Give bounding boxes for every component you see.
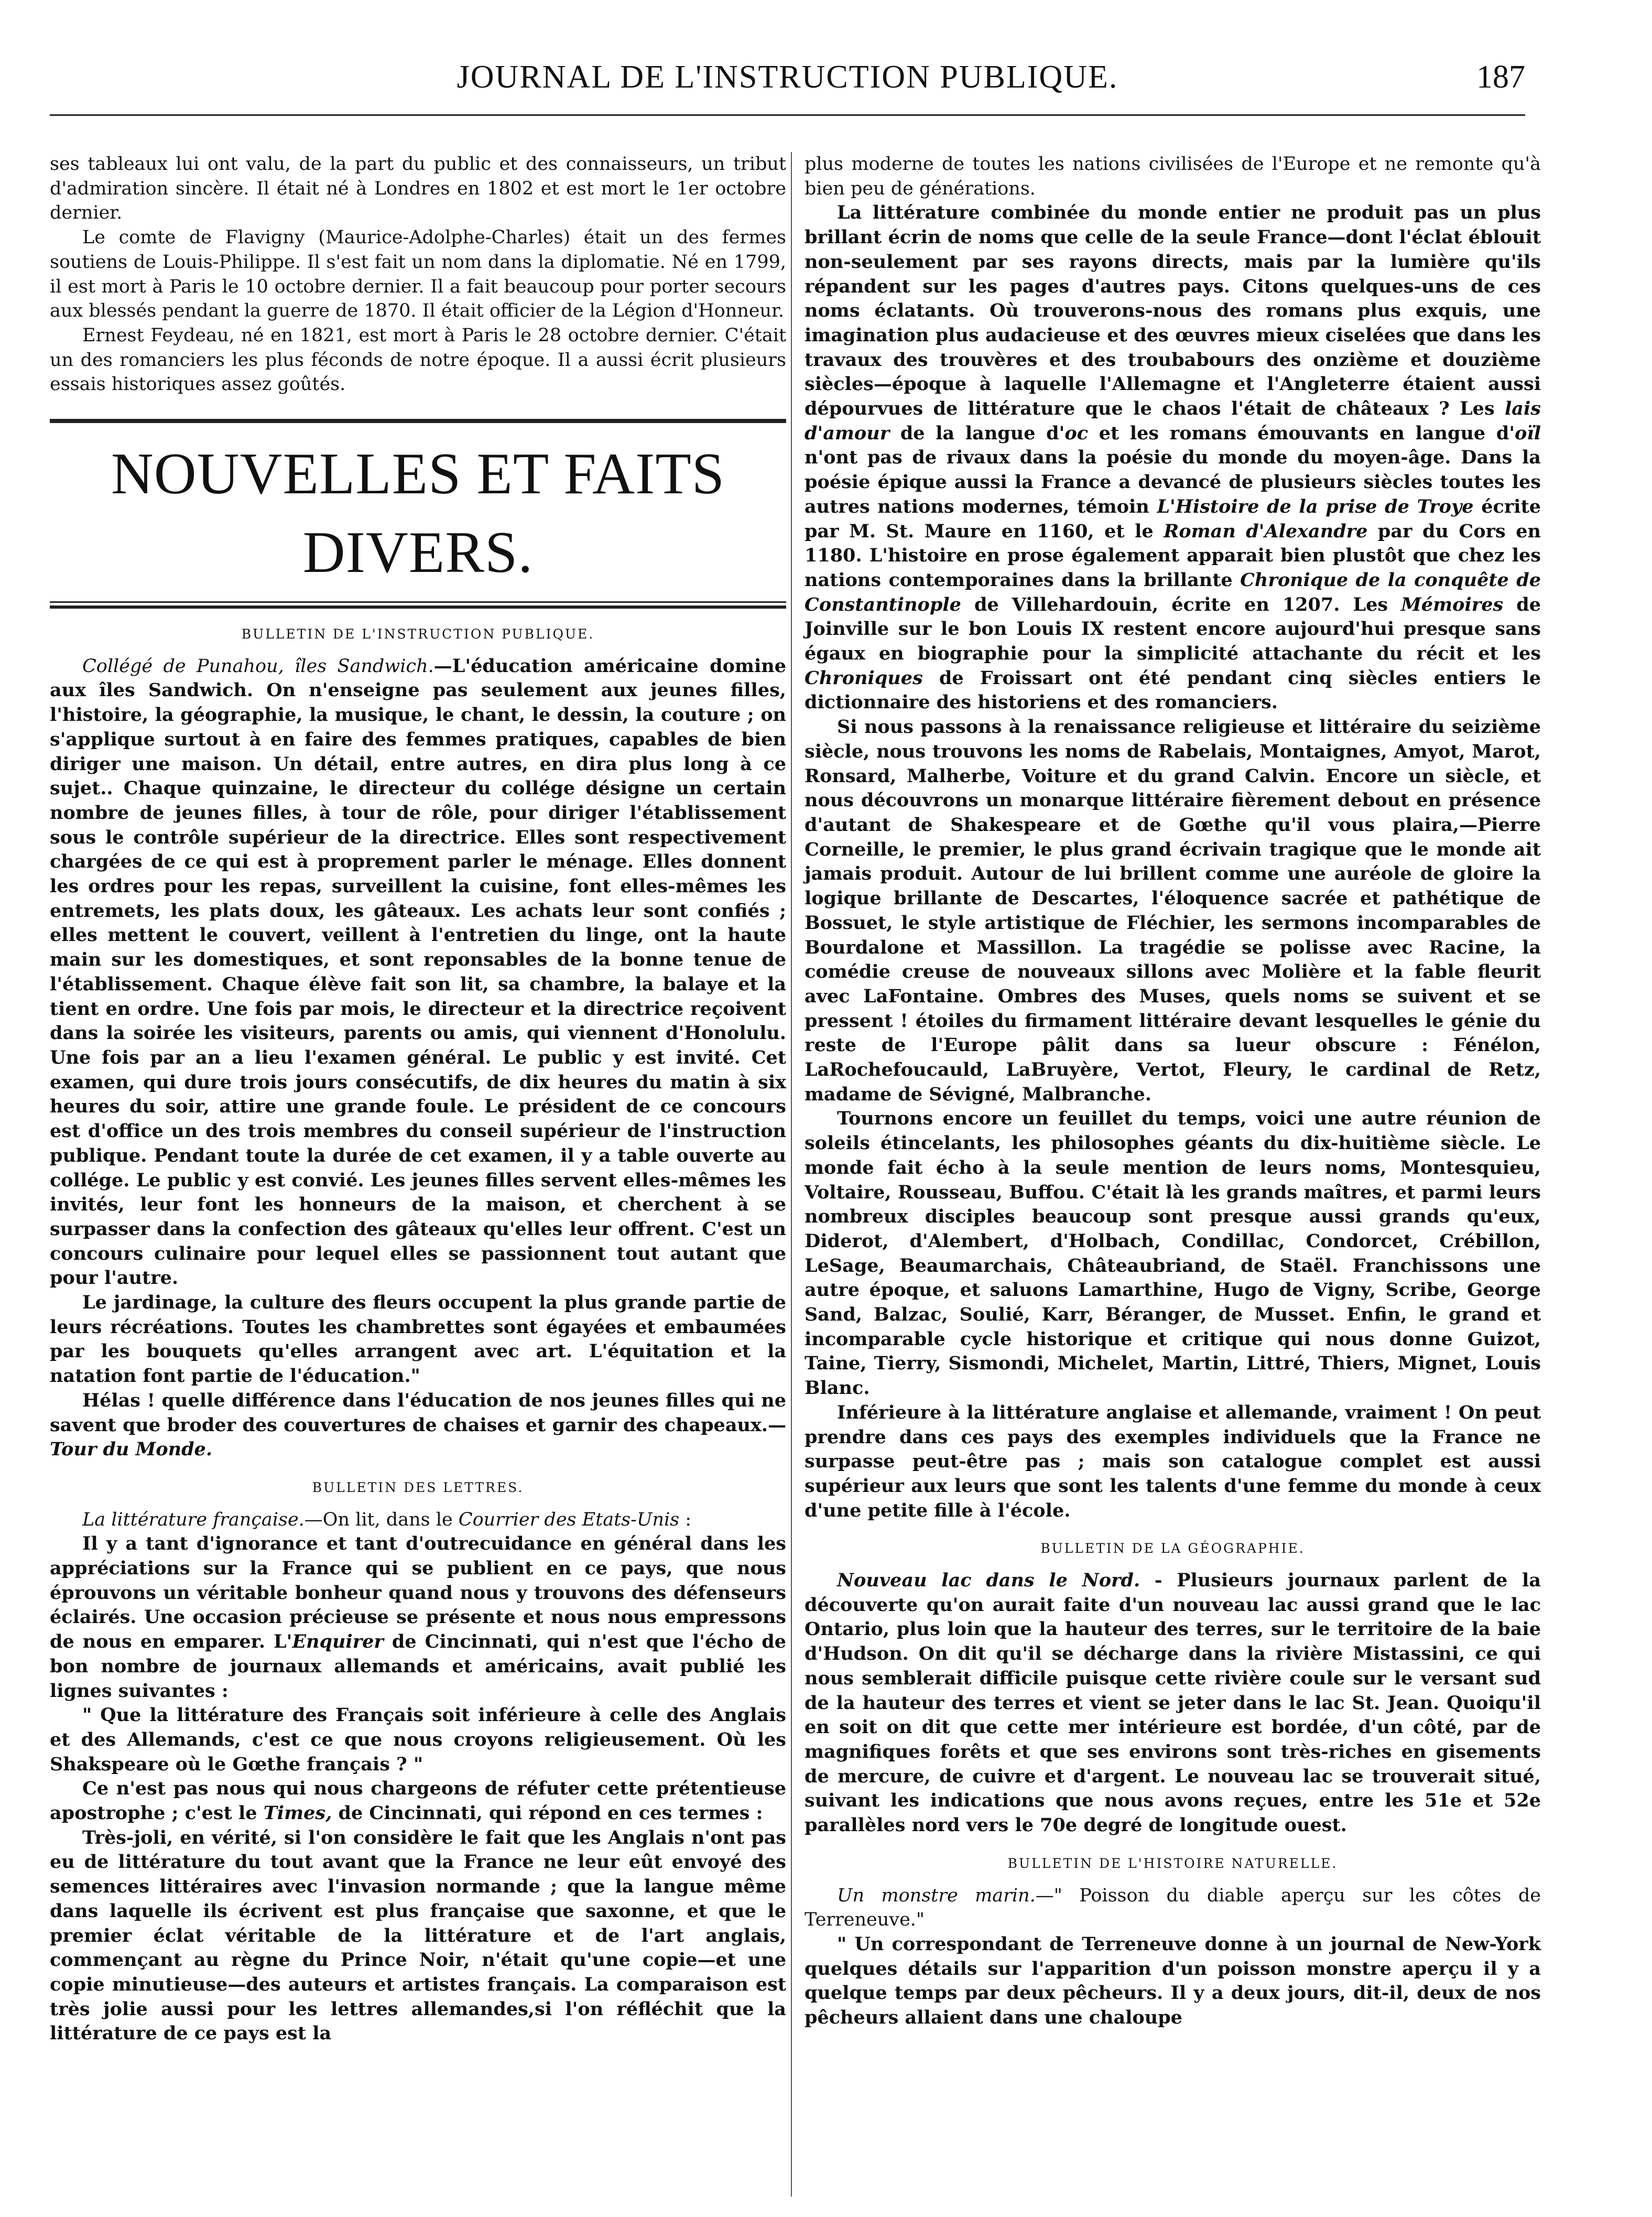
article-text: - Plusieurs journaux parlent de la découverte qu'on aurait faite d'un nouveau lac aussi grand que le lac Ontario, plus loin que la hauteur des terres, sur le territoire de la baie d'Hudson. On dit qu'il se décharge dans la rivière Mistassini, ce qui nous semblerait difficile puisque cette rivière coule sur le versant sud de la hauteur des terres et vient se jeter dans le lac St. Jean. Quoiqu'il en soit on dit que cette mer intérieure est bordée, d'un côté, par de magnifiques forêts et que ses environs sont très-riches en gisements de mercure, de cuivre et d'argent. Le nouveau lac se trouverait situé, suivant les indications que nous avons reçues, entre les 51e et 52e parallèles nord vers le 70e degré de longitude ouest. — [805, 1570, 1541, 1836]
left-column — [50, 152, 786, 2046]
article-text: —L'éducation américaine domine aux îles Sandwich. On n'enseigne pas seulement aux jeunes filles, l'histoire, la géographie, la musique, le chant, le dessin, la couture ; on s'applique surtout à en faire des femmes pratiques, capables de bien diriger une maison. Un détail, entre autres, en dira plus long à ce sujet.. Chaque quinzaine, le directeur du collége désigne un certain nombre de jeunes filles, à tour de rôle, pour diriger l'établissement sous le contrôle supérieur de la directrice. Elles sont respectivement chargées de ce qui est à proprement parler le ménage. Elles donnent les ordres pour les repas, surveillent la cuisine, font elles-mêmes les entremets, les plats doux, les gâteaux. Les achats leur sont confiés ; elles mettent le couvert, veillent à l'entretien du linge, ont la haute main sur les domestiques, et sont reponsables de la bonne tenue de l'établissement. Chaque élève fait son lit, sa chambre, la balaye et la tient en ordre. Une fois par mois, le directeur et la directrice reçoivent dans la soirée les visiteurs, parents ou amis, qui viennent d'Honolulu. Une fois par an a lieu l'examen général. Le public y est invité. Cet examen, qui dure trois jours consécutifs, de dix heures du matin à six heures du soir, attire une grande foule. Le président de ce concours est d'office un des trois membres du conseil supérieur de l'instruction publique. Pendant toute la durée de cet examen, il y a table ouverte au collége. Le public y est convié. Les jeunes filles servent elles-mêmes les invités, leur font les honneurs de la maison, et cherchent à se surpasser dans la confection des gâteaux qu'elles leur offrent. C'est un concours culinaire pour lequel elles se passionnent tout autant que pour l'autre. — [50, 655, 786, 1289]
source-citation: Enquirer — [292, 1631, 384, 1653]
quotation: " Que la littérature des Français soit inférieure à celle des Anglais et des Allemands, c'est ce que nous croyons religieusement. Où les Shakspeare où le Gœthe français ? " — [50, 1704, 786, 1775]
article-text: La littérature combinée du monde entier ne produit pas un plus brillant écrin de noms que celle de la seule France—dont l'éclat éblouit non-seulement par ses rayons directs, mais par la lumière qu'ils répandent sur les pages d'autres pays. Citons quelques-uns de ces noms éclatants. Où trouverons-nous des romans plus exquis, une imagination plus audacieuse et des œuvres mieux ciselées que dans les travaux des trouvères et des troubabours des onzième et douzième siècles—époque à laquelle l'Allemagne et l'Angleterre étaient aussi dépourvues de littérature que le chaos l'était de châteaux ? Les — [805, 202, 1541, 420]
article-paragraph: Inférieure à la littérature anglaise et allemande, vraiment ! On peut prendre dans ces pays des exemples individuels que la France ne surpasse peut-être pas ; mais son catalogue complet est aussi supérieur aux leurs que sont les talents d'une femme du monde à ceux d'une petite fille à l'école. — [805, 1401, 1541, 1521]
article-text: écrite par M. St. Maure en 1160, et le — [805, 495, 1541, 542]
title-italic: L'Histoire de la prise de Troye — [1157, 495, 1474, 517]
article-text: de la langue d' — [889, 422, 1065, 444]
article-text: —On lit, dans le — [304, 1509, 459, 1530]
title-italic: oïl — [1515, 422, 1541, 444]
section-rule — [50, 601, 786, 603]
bulletin-heading: BULLETIN DES LETTRES. — [312, 1479, 524, 1495]
title-italic: Chronique de la conquête de Constantinople — [805, 569, 1541, 615]
article-text: de Froissart ont été pendant cinq siècles entiers le dictionnaire des historiens et des romanciers. — [805, 667, 1541, 713]
article-text: —" Poisson du diable aperçu sur les côtes de Terreneuve." — [805, 1885, 1541, 1931]
journal-title: JOURNAL DE L'INSTRUCTION PUBLIQUE. — [457, 59, 1118, 95]
article-paragraph: " Un correspondant de Terreneuve donne à un journal de New-York quelques détails sur l'apparition d'un poisson monstre aperçu il y a quelque temps par deux pêcheurs. Il y a deux jours, dit-il, deux de nos pêcheurs allaient dans une chaloupe — [805, 1933, 1541, 2029]
title-italic: Chroniques — [805, 667, 923, 689]
article-lead: La littérature française. — [82, 1509, 305, 1530]
title-italic: Roman d'Alexandre — [1164, 520, 1368, 542]
article-lead: Nouveau lac dans le Nord. — [837, 1570, 1140, 1592]
title-italic: Mémoires — [1401, 593, 1504, 615]
article-text: de Cincinnati, qui n'est que l'écho de bon nombre de journaux allemands et américains, avait publié les lignes suivantes : — [50, 1631, 786, 1702]
article-text: de Joinville sur le bon Louis IX restent encore aujourd'hui presque sans égaux en biographie pour la simplicité attachante du récit et les — [805, 593, 1541, 665]
bulletin-heading: BULLETIN DE L'HISTOIRE NATURELLE. — [1007, 1855, 1338, 1871]
article-paragraph: Tournons encore un feuillet du temps, voici une autre réunion de soleils étincelants, les philosophes géants du dix-huitième siècle. Le monde fait écho à la seule mention de leurs noms, Montesquieu, Voltaire, Rousseau, Buffou. C'était là les grands maîtres, et parmi leurs nombreux disciples beaucoup sont presque aussi grands qu'eux, Diderot, d'Alembert, d'Holbach, Condillac, Condorcet, Crébillon, LeSage, Beaumarchais, Châteaubriand, de Staël. Franchissons une autre époque, et saluons Lamarthine, Hugo de Vigny, Scribe, George Sand, Balzac, Soulié, Karr, Béranger, de Musset. Enfin, le grand et incomparable cycle historique et critique qui nous donne Guizot, Taine, Tierry, Sismondi, Michelet, Martin, Littré, Thiers, Mignet, Louis Blanc. — [805, 1108, 1541, 1399]
article-paragraph: plus moderne de toutes les nations civilisées de l'Europe et ne remonte qu'à bien peu de générations. — [805, 154, 1541, 199]
article-text: Hélas ! quelle différence dans l'éducation de nos jeunes filles qui ne savent que broder des couvertures de chaises et garnir des chapeaux.— — [50, 1389, 786, 1436]
source-citation: Courrier des Etats-Unis — [458, 1509, 680, 1530]
obituary-paragraph: Le comte de Flavigny (Maurice-Adolphe-Charles) était un des fermes soutiens de Louis-Philippe. Il s'est fait un nom dans la diplomatie. Né en 1799, il est mort à Paris le 10 octobre dernier. Il a fait beaucoup pour porter secours aux blessés pendant la guerre de 1870. Il était officier de la Légion d'Honneur. — [50, 227, 786, 322]
section-rule — [50, 605, 786, 609]
article-text: et les romans émouvants en langue d' — [1088, 422, 1515, 444]
article-paragraph: Si nous passons à la renaissance religieuse et littéraire du seizième siècle, nous trouvons les noms de Rabelais, Montaignes, Amyot, Marot, Ronsard, Malherbe, Voiture et du grand Calvin. Encore un siècle, et nous découvrons un monarque littéraire fièrement debout en présence d'autant de Shakespeare et de Gœthe qu'il vous plaira,—Pierre Corneille, le premier, le plus grand écrivain tragique que le monde ait jamais produit. Autour de lui brillent comme une auréole de gloire la logique brillante de Descartes, l'éloquence sacrée et pathétique de Bossuet, le style artistique de Fléchier, les sermons incomparables de Bourdalone et Massillon. La tragédie se polisse avec Racine, la comédie creuse de nouveaux sillons avec Molière et la fable fleurit avec LaFontaine. Ombres des Muses, quels noms se suivent et se pressent ! étoiles du firmament littéraire devant lesquelles le génie du reste de l'Europe pâlit dans sa lueur obscure : Fénélon, LaRochefoucauld, LaBruyère, Vertot, Fleury, le cardinal de Retz, madame de Sévigné, Malbranche. — [805, 716, 1541, 1105]
article-paragraph — [50, 654, 786, 1291]
article-lead: Collégé de Punahou, îles Sandwich. — [82, 655, 434, 677]
source-citation: Tour du Monde. — [50, 1439, 213, 1461]
article-paragraph — [50, 1508, 786, 1532]
page-number: 187 — [1476, 59, 1525, 95]
article-text: de Villehardouin, écrite en 1207. Les — [961, 593, 1401, 615]
article-lead: Un monstre marin. — [837, 1885, 1036, 1906]
article-paragraph — [805, 1884, 1541, 1932]
running-header — [50, 57, 1525, 106]
obituary-paragraph: Ernest Feydeau, né en 1821, est mort à Paris le 28 octobre dernier. C'était un des romanciers les plus féconds de notre époque. Il a aussi écrit plusieurs essais historiques assez goûtés. — [50, 325, 786, 395]
article-text: Ce n'est pas nous qui nous chargeons de réfuter cette prétentieuse apostrophe ; c'est le — [50, 1778, 786, 1824]
source-citation: Times, — [263, 1802, 332, 1824]
bulletin-heading: BULLETIN DE L'INSTRUCTION PUBLIQUE. — [241, 626, 595, 642]
article-paragraph — [50, 1532, 786, 1703]
title-italic: oc — [1064, 422, 1089, 444]
bulletin-heading: BULLETIN DE LA GÉOGRAPHIE. — [1040, 1541, 1305, 1556]
article-paragraph — [50, 1777, 786, 1825]
column-divider — [791, 152, 792, 2197]
header-rule — [50, 114, 1525, 116]
article-text: par du Cors en 1180. L'histoire en prose également apparait bien plustôt que chez les nations contemporaines dans la brillante — [805, 520, 1541, 591]
section-rule — [50, 419, 786, 423]
section-title: NOUVELLES ET FAITS DIVERS. — [111, 441, 725, 586]
article-paragraph — [805, 201, 1541, 715]
obituary-paragraph: ses tableaux lui ont valu, de la part du public et des connaisseurs, un tribut d'admiration sincère. Il était né à Londres en 1802 et est mort le 1er octobre dernier. — [50, 154, 786, 224]
right-column — [805, 152, 1541, 2030]
article-paragraph — [805, 1569, 1541, 1838]
article-text: n'ont pas de rivaux dans la poésie du monde du moyen-âge. Dans la poésie épique aussi la France a devancé de plusieurs siècles toutes les autres nations modernes, témoin — [805, 447, 1541, 517]
title-italic: lais d'amour — [805, 398, 1541, 444]
article-text: : — [679, 1509, 692, 1530]
article-paragraph: Le jardinage, la culture des fleurs occupent la plus grande partie de leurs récréations. Toutes les chambrettes sont égayées et embaumées par les bouquets qu'elles arrangent avec art. L'équitation et la natation font partie de l'éducation." — [50, 1292, 786, 1387]
article-text: de Cincinnati, qui répond en ces termes : — [332, 1802, 763, 1824]
article-paragraph: Très-joli, en vérité, si l'on considère le fait que les Anglais n'ont pas eu de littérature du tout avant que la France ne leur eût envoyé des semences littéraires avec l'invasion normande ; que la langue même dans laquelle ils écrivent est plus française que saxonne, et que le premier éclat véritable de la littérature et de l'art anglais, commençant au règne du Prince Noir, n'était qu'une copie—et une copie minutieuse—des auteurs et artistes français. La comparaison est très jolie aussi pour les lettres allemandes,si l'on réfléchit que la littérature de ce pays est la — [50, 1826, 786, 2045]
article-text: Il y a tant d'ignorance et tant d'outrecuidance en général dans les appréciations sur la France qui se publient en ce pays, que nous éprouvons un véritable bonheur quand nous y trouvons des défenseurs éclairés. Une occasion précieuse se présente et nous nous empressons de nous en emparer. L' — [50, 1533, 786, 1653]
article-paragraph — [50, 1389, 786, 1462]
